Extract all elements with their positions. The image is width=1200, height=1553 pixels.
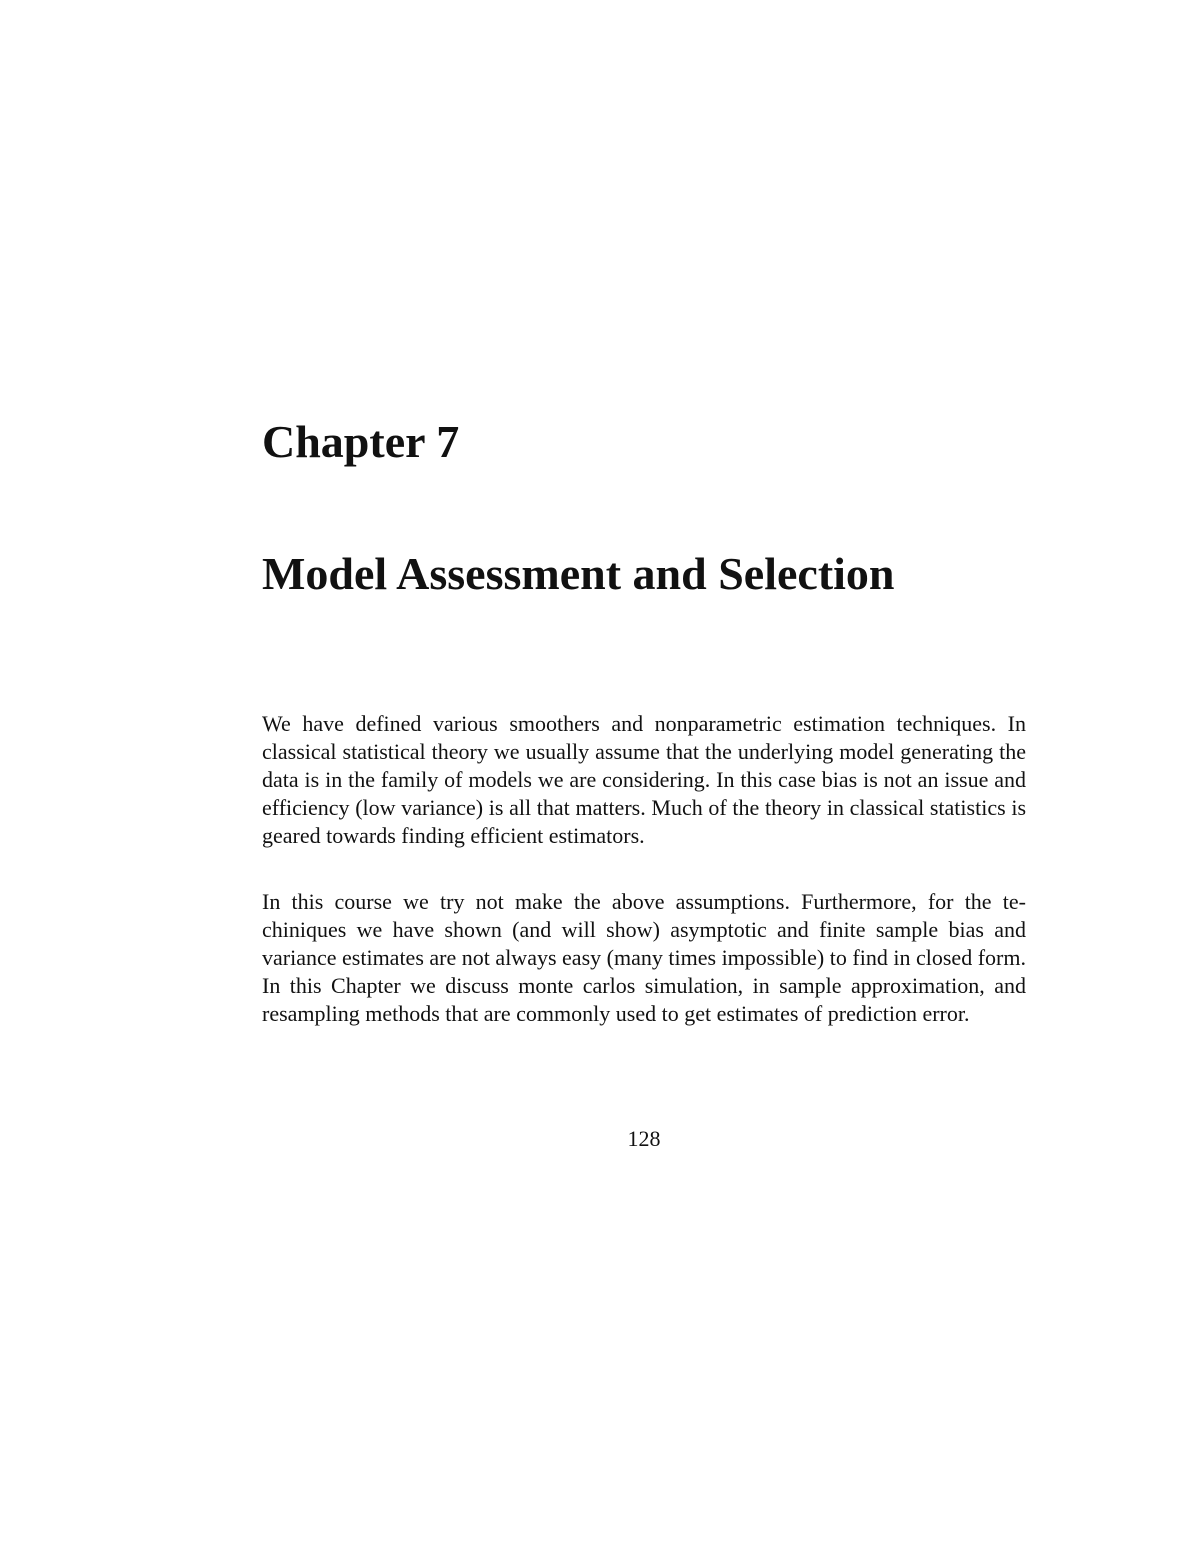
chapter-label: Chapter 7 xyxy=(262,416,460,467)
body-paragraph-1: We have defined various smoothers and nonparametric estimation techniques. In classical statistical theory we usually assume that the underlying model generating the data is in the family of models we are considering. In this case bias is not an issue and efficiency (low variance) is all that matters. Much of the theory in classical statistics is geared towards finding efficient estimators. xyxy=(262,711,1026,848)
chapter-title: Model Assessment and Selection xyxy=(262,548,895,599)
body-paragraph-2: In this course we try not make the above assumptions. Furthermore, for the techiniques we have shown (and will show) asymptotic and finite sample bias and variance estimates are not always easy (many times impossible) to find in closed form. In this Chapter we discuss monte carlos simulation, in sample approximation, and resampling methods that are commonly used to get estimates of prediction error. xyxy=(262,889,1026,1026)
page-number: 128 xyxy=(627,1126,661,1151)
